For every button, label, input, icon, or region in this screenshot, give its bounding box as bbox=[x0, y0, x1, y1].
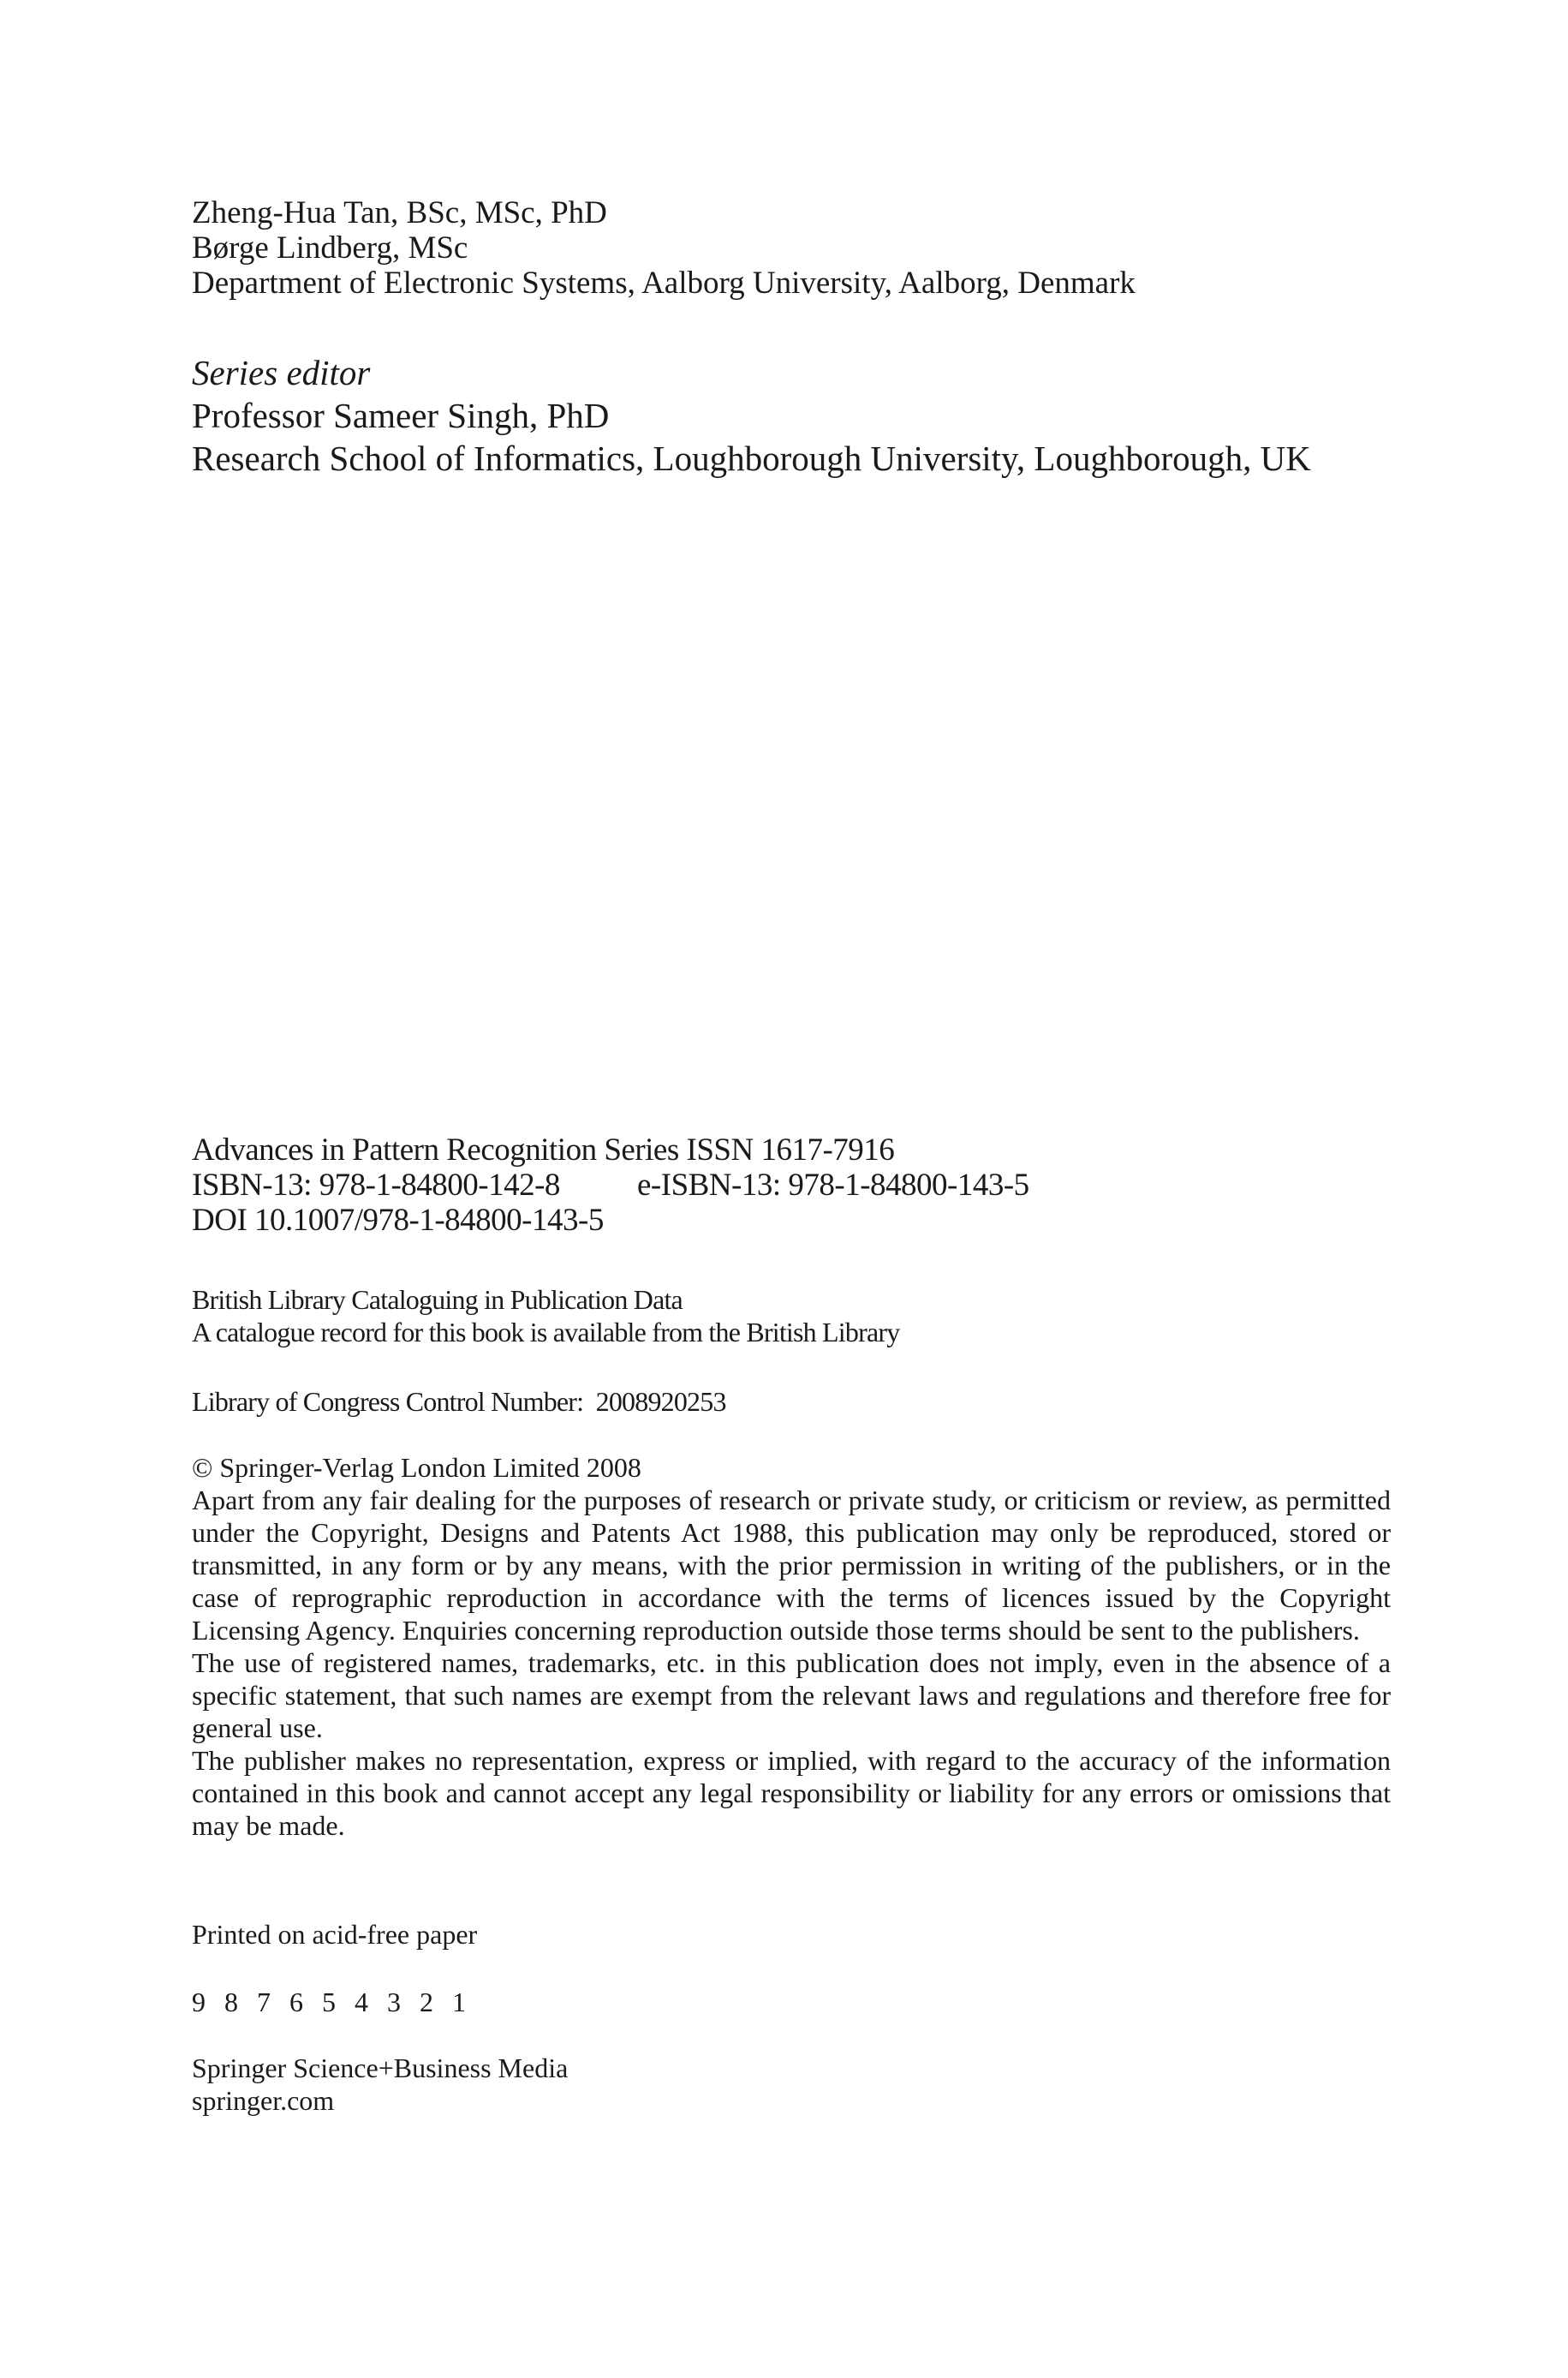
publisher-block bbox=[192, 2052, 1391, 2117]
cataloguing-heading: British Library Cataloguing in Publication Data bbox=[192, 1284, 683, 1315]
legal-paragraph-3: The publisher makes no representation, express or implied, with regard to the accuracy of the information contained in this book and cannot accept any legal responsibility or liability for any errors or omissions that may be made. bbox=[192, 1745, 1391, 1841]
publication-info bbox=[192, 1132, 1391, 1238]
doi: DOI 10.1007/978-1-84800-143-5 bbox=[192, 1203, 604, 1238]
series-editor-affiliation: Research School of Informatics, Loughborough University, Loughborough, UK bbox=[192, 439, 1311, 478]
cataloguing-block bbox=[192, 1283, 1391, 1348]
series-editor-role: Series editor bbox=[192, 353, 371, 392]
paper-note-text: Printed on acid-free paper bbox=[192, 1919, 478, 1950]
paper-note bbox=[192, 1918, 1391, 1951]
print-line-text: 9 8 7 6 5 4 3 2 1 bbox=[192, 1987, 466, 2017]
print-line bbox=[192, 1986, 1391, 2018]
isbn-row bbox=[192, 1168, 1391, 1203]
authors-block bbox=[192, 195, 1391, 301]
e-isbn: e-ISBN-13: 978-1-84800-143-5 bbox=[637, 1168, 1029, 1203]
copyright-notice: © Springer-Verlag London Limited 2008 bbox=[192, 1452, 641, 1483]
series-editor-name: Professor Sameer Singh, PhD bbox=[192, 396, 610, 435]
cataloguing-text: A catalogue record for this book is available from the British Library bbox=[192, 1317, 900, 1347]
series-issn: Advances in Pattern Recognition Series ISSN 1617-7916 bbox=[192, 1132, 895, 1168]
author-1: Zheng-Hua Tan, BSc, MSc, PhD bbox=[192, 195, 607, 230]
publisher-name: Springer Science+Business Media bbox=[192, 2052, 569, 2083]
isbn: ISBN-13: 978-1-84800-142-8 bbox=[192, 1168, 560, 1203]
publisher-url[interactable]: springer.com bbox=[192, 2085, 335, 2116]
legal-paragraph-2: The use of registered names, trademarks, etc. in this publication does not imply, even in the absence of a specific statement, that such names are exempt from the relevant laws and regulations and therefore free for general use. bbox=[192, 1647, 1391, 1743]
author-affiliation: Department of Electronic Systems, Aalborg University, Aalborg, Denmark bbox=[192, 266, 1136, 301]
lccn bbox=[192, 1385, 1391, 1418]
legal-block bbox=[192, 1451, 1391, 1842]
legal-paragraph-1: Apart from any fair dealing for the purposes of research or private study, or criticism or review, as permitted under the Copyright, Designs and Patents Act 1988, this publication may only be reproduced, stored or transmitted, in any form or by any means, with the prior permission in writing of the publishers, or in the case of reprographic reproduction in accordance with the terms of licences issued by the Copyright Licensing Agency. Enquiries concerning reproduction outside those terms should be sent to the publishers. bbox=[192, 1485, 1391, 1646]
lccn-text: Library of Congress Control Number: 2008920253 bbox=[192, 1386, 726, 1417]
author-2: Børge Lindberg, MSc bbox=[192, 230, 468, 266]
series-editor-block bbox=[192, 351, 1391, 480]
